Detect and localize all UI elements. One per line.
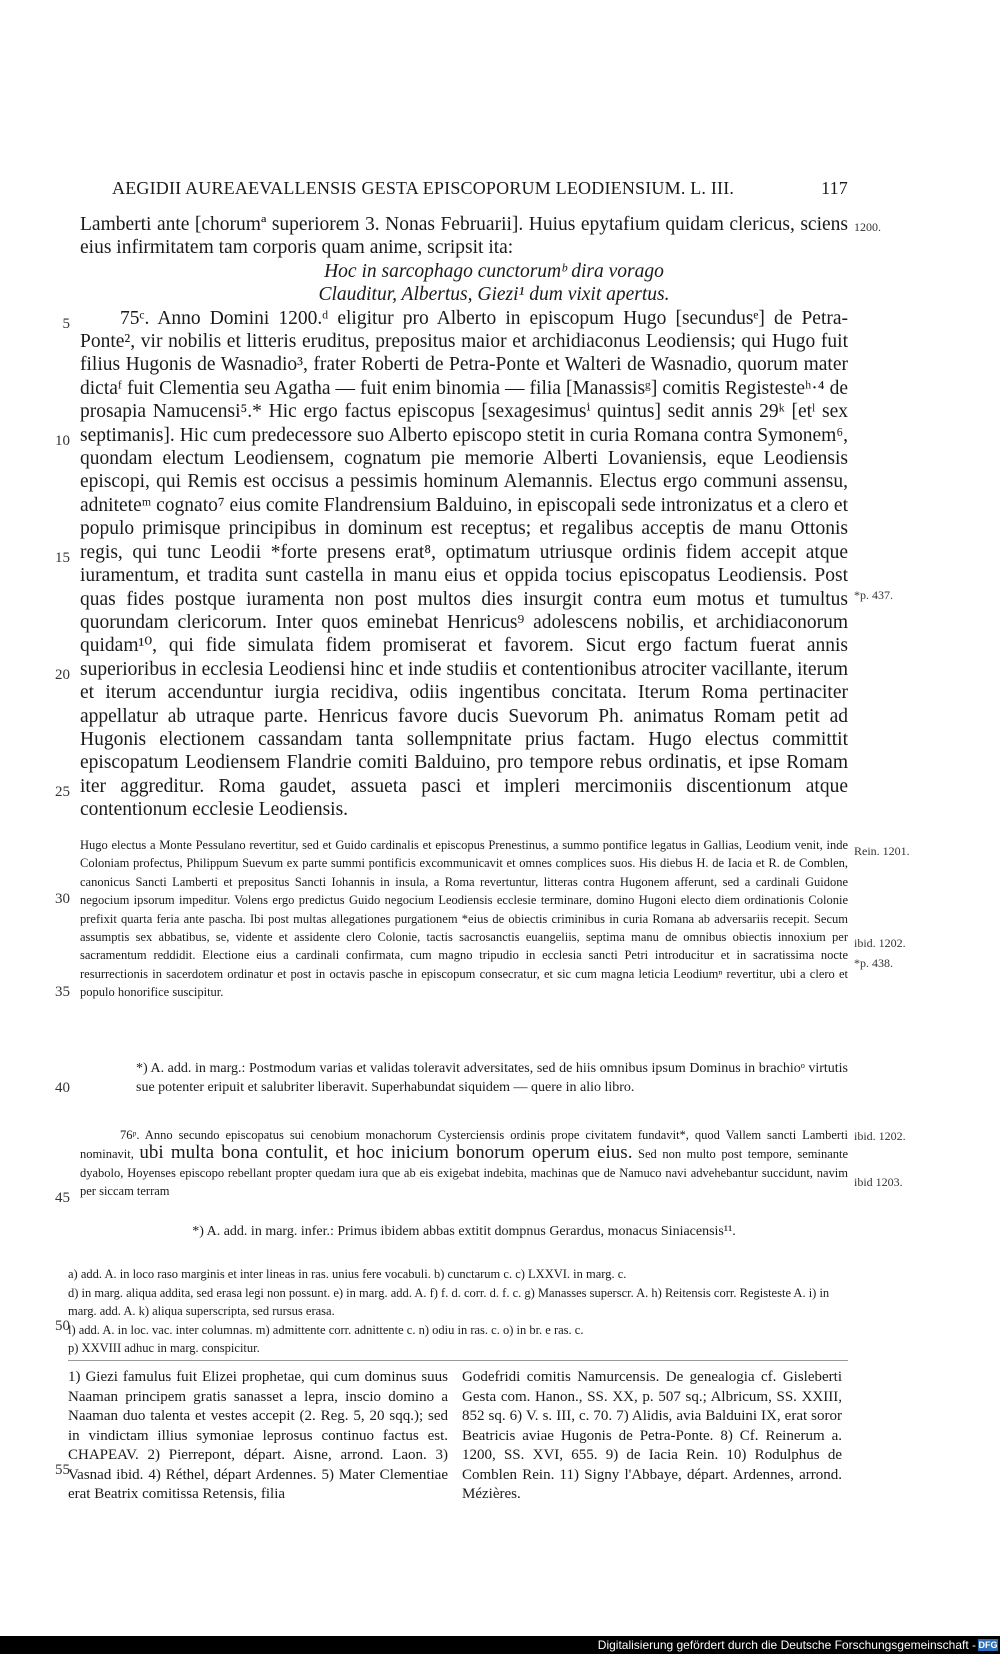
footnotes-right-column — [462, 1368, 842, 1505]
apparatus-line: a) add. A. in loco raso marginis et inter lineas in ras. unius fere vocabuli. b) cunctarum c. c) LXXVI. in marg. c. — [68, 1267, 627, 1281]
paragraph-76 — [80, 1126, 848, 1201]
line-number: 5 — [62, 316, 70, 332]
critical-apparatus — [68, 1265, 848, 1358]
running-header — [112, 178, 848, 199]
margin-note: Rein. 1201. — [854, 844, 910, 858]
paragraph-epitaph-intro: Lamberti ante [chorumª superiorem 3. Nonas Februarii]. Huius epytafium quidam clericus, sciens eius infirmitatem tam corporis quam anime, scripsit ita: — [80, 214, 848, 259]
line-number: 50 — [55, 1318, 70, 1334]
margin-note: ibid 1203. — [854, 1175, 903, 1189]
paragraph-76-large: ubi multa bona contulit, et hoc inicium bonorum operum eius. — [139, 1142, 633, 1164]
margin-note: *p. 437. — [854, 588, 893, 602]
small-print-block — [80, 836, 848, 1002]
footnotes-right-text: Godefridi comitis Namurcensis. De genealogia cf. Gisleberti Gesta com. Hanon., SS. XX, p. 507 sq.; Albricum, SS. XXIII, 852 sq. 6) V. s. III, c. 70. 7) Alidis, avia Balduini IX, erat soror Beatricis aviae Hugonis de Petra-Ponte. 8) Cf. Reinerum a. 1200, SS. XVI, 655. 9) de Iacia Rein. 10) Rodulphus de Comblen Rein. 11) Signy l'Abbaye, départ. Ardennes, arrond. Mézières. — [462, 1369, 842, 1502]
addition-note-1: *) A. add. in marg.: Postmodum varias et validas toleravit adversitates, sed de hiis omnibus ipsum Dominus in brachioᵒ virtutis sue potenter eripuit et salubriter liberavit. Superhabundat siquidem — quere in alio libro. — [136, 1061, 848, 1095]
marginal-addition-1 — [80, 1059, 848, 1097]
verse-line-2: Clauditur, Albertus, Giezi¹ dum vixit apertus. — [318, 284, 670, 306]
addition-note-2: *) A. add. in marg. infer.: Primus ibidem abbas extitit dompnus Gerardus, monacus Siniacensis¹¹. — [192, 1224, 736, 1239]
line-number: 30 — [55, 891, 70, 907]
running-header-title: AEGIDII AUREAEVALLENSIS GESTA EPISCOPORUM LEODIENSIUM. L. III. — [112, 178, 735, 198]
paragraph-76-block — [80, 1126, 848, 1201]
line-number: 40 — [55, 1080, 70, 1096]
paragraph-75: 75ᶜ. Anno Domini 1200.ᵈ eligitur pro Alberto in episcopum Hugo [secundusᵉ] de Petra-Ponte², vir nobilis et litteris eruditus, prepositus maior et archidiaconus Leodiensis; qui Hugo fuit filius Hugonis de Wasnadio³, frater Roberti de Petra-Ponte et Walteri de Wasnadio, quorum mater dictaᶠ fuit Clementia seu Agatha — fuit enim binomia — filia [Manassisᵍ] comitis Registesteʰ·⁴ de prosapia Namucensi⁵.* Hic ergo factus episcopus [sexagesimusⁱ quintus] sedit annis 29ᵏ [etˡ sex septimanis]. Hic cum predecessore suo Alberto episcopo stetit in curia Romana contra Symonem⁶, quondam electum Leodiensem, cognatum pie memorie Alberti Lovaniensis, eque Leodiensis episcopi, qui Remis est occisus a pessimis hominum Alemannis. Electus ergo communi assensu, adniteteᵐ cognato⁷ eius comite Flandrensium Balduino, in episcopali sede intronizatus et a clero et populo primisque principibus in dominum est receptus; et regalibus acceptis de manu Ottonis regis, qui tunc Leodii *forte presens erat⁸, optimatum utriusque ordinis fidem accepit atque iuramentum, et tradita sunt castella in manu eius et oppida tocius episcopatus Leodiensis. Post quas fides postque iuramenta non post multos dies insurgit contra eum motus et tumultus quorundam clericorum. Inter quos eminebat Henricus⁹ adolescens nobilis, et archidiaconorum quidam¹⁰, qui fide simulata fidem promiserat et favorem. Sicut ergo factum fuerat annis superioribus in ecclesia Leodiensi hinc et inde studiis et contentionibus atrociter vacillante, iterum et iterum accenduntur iurgia recidiva, odiis ingentibus concitata. Iterum Roma pertinaciter appellatur ab utraque parte. Henricus favore ducis Suevorum Ph. animatus Romam petit ad Hugonis electionem cassandam tanta sollempnitate prius factam. Hugo electus committit episcopatum Leodiensem Flandrie comiti Balduino, pro tempore rebus ordinatis, et ipse Romam iter aggreditur. Roma gaudet, assueta pasci et impleri mercimoniis discentionum atque contentionum ecclesie Leodiensis. — [80, 307, 848, 821]
margin-note: ibid. 1202. — [854, 1129, 906, 1143]
line-number: 15 — [55, 550, 70, 566]
margin-note: ibid. 1202. — [854, 936, 906, 950]
footnotes-left-text: 1) Giezi famulus fuit Elizei prophetae, qui cum dominus suus Naaman principem gratis sanasset a lepra, inscio domino a Naaman duo talenta et vestes accepit (2. Reg. 5, 20 sqq.); sed in vindictam illius symoniae leprosus continuo factus est. CHAPEAV. 2) Pierrepont, départ. Aisne, arrond. Laon. 3) Vasnad ibid. 4) Réthel, départ Ardennes. 5) Mater Clementiae erat Beatrix comitissa Retensis, filia — [68, 1369, 448, 1502]
page-number: 117 — [821, 178, 848, 198]
line-number: 35 — [55, 984, 70, 1000]
margin-note: 1200. — [854, 220, 881, 234]
banner-text: Digitalisierung gefördert durch die Deutsche Forschungsgemeinschaft - — [597, 1638, 976, 1652]
line-number: 10 — [55, 433, 70, 449]
footnote-separator — [68, 1360, 848, 1361]
dfg-logo: DFG — [978, 1640, 998, 1650]
verse-line-1: Hoc in sarcophago cunctorumᵇ dira vorago — [324, 260, 664, 282]
line-number: 45 — [55, 1190, 70, 1206]
line-number: 20 — [55, 667, 70, 683]
paragraph-small-print: Hugo electus a Monte Pessulano revertitur, sed et Guido cardinalis et episcopus Prenestinus, a summo pontifice legatus in Gallias, Leodium venit, inde Coloniam profectus, Philippum Suevum ex parte summi pontificis excommunicavit et omnes complices suos. His diebus H. de Iacia et R. de Comblen, canonicus Sancti Lamberti et prepositus Sancti Iohannis in insula, a Roma revertuntur, litteras contra Hugonem afferunt, sed a cardinali Guidone negocium ipsorum impeditur. Volens ergo predictus Guido negocium Leodiensis ecclesie terminare, domino Hugoni electo diem ordinationis Colonie prefixit quarta feria ante pascha. Ibi post multas allegationes purgationem *eius de obiectis criminibus in curia Romana ab adversariis recepit. Secum assumptis sex abbatibus, se, vidente et assidente clero Colonie, tactis sacrosanctis euangeliis, septima manu de omnibus obiectis innoxium per sacramentum reddidit. Electione eius a cardinali confirmata, cum magno tripudio in ecclesia sancti Petri introducitur et in sacratissima nocte resurrectionis in sacerdotem ordinatur et post in octavis pasche in episcopum consecratur, et sic cum magna leticia Leodiumⁿ revertitur, ubi a clero et populo honorifice suscipitur. — [80, 838, 848, 1000]
apparatus-line: d) in marg. aliqua addita, sed erasa legi non possunt. e) in marg. add. A. f) f. d. corr. d. f. c. g) Manasses superscr. A. h) Reitensis corr. Registeste A. i) in marg. add. A. k) aliqua superscripta, sed rursus erasa. — [68, 1285, 830, 1318]
footnotes-left-column — [68, 1368, 448, 1505]
digitization-banner — [0, 1636, 1000, 1654]
apparatus-line: l) add. A. in loc. vac. inter columnas. m) admittente corr. adnittente c. n) odiu in ras. c. o) in br. e ras. c. — [68, 1322, 584, 1337]
apparatus-line: p) XXVIII adhuc in marg. conspicitur. — [68, 1341, 260, 1355]
paragraph-76-small: 76ᵖ. Anno secundo episcopatus sui cenobium monachorum Cysterciensis ordinis prope civitatem fundavit*, quod Vallem sancti Lamberti nominavit, — [80, 1128, 848, 1162]
paragraph-76-end: Sed non multo post tempore, seminante dyabolo, Hoyenses episcopo rebellant propter quedam iura que ab eis exigebat indebita, machinas que de Namuco navi advehebantur succidunt, navim per siccam terram — [80, 1147, 849, 1199]
margin-note: *p. 438. — [854, 956, 893, 970]
marginal-addition-2 — [80, 1222, 848, 1241]
line-number: 25 — [55, 784, 70, 800]
line-number: 55 — [55, 1462, 70, 1478]
main-text — [80, 213, 848, 822]
